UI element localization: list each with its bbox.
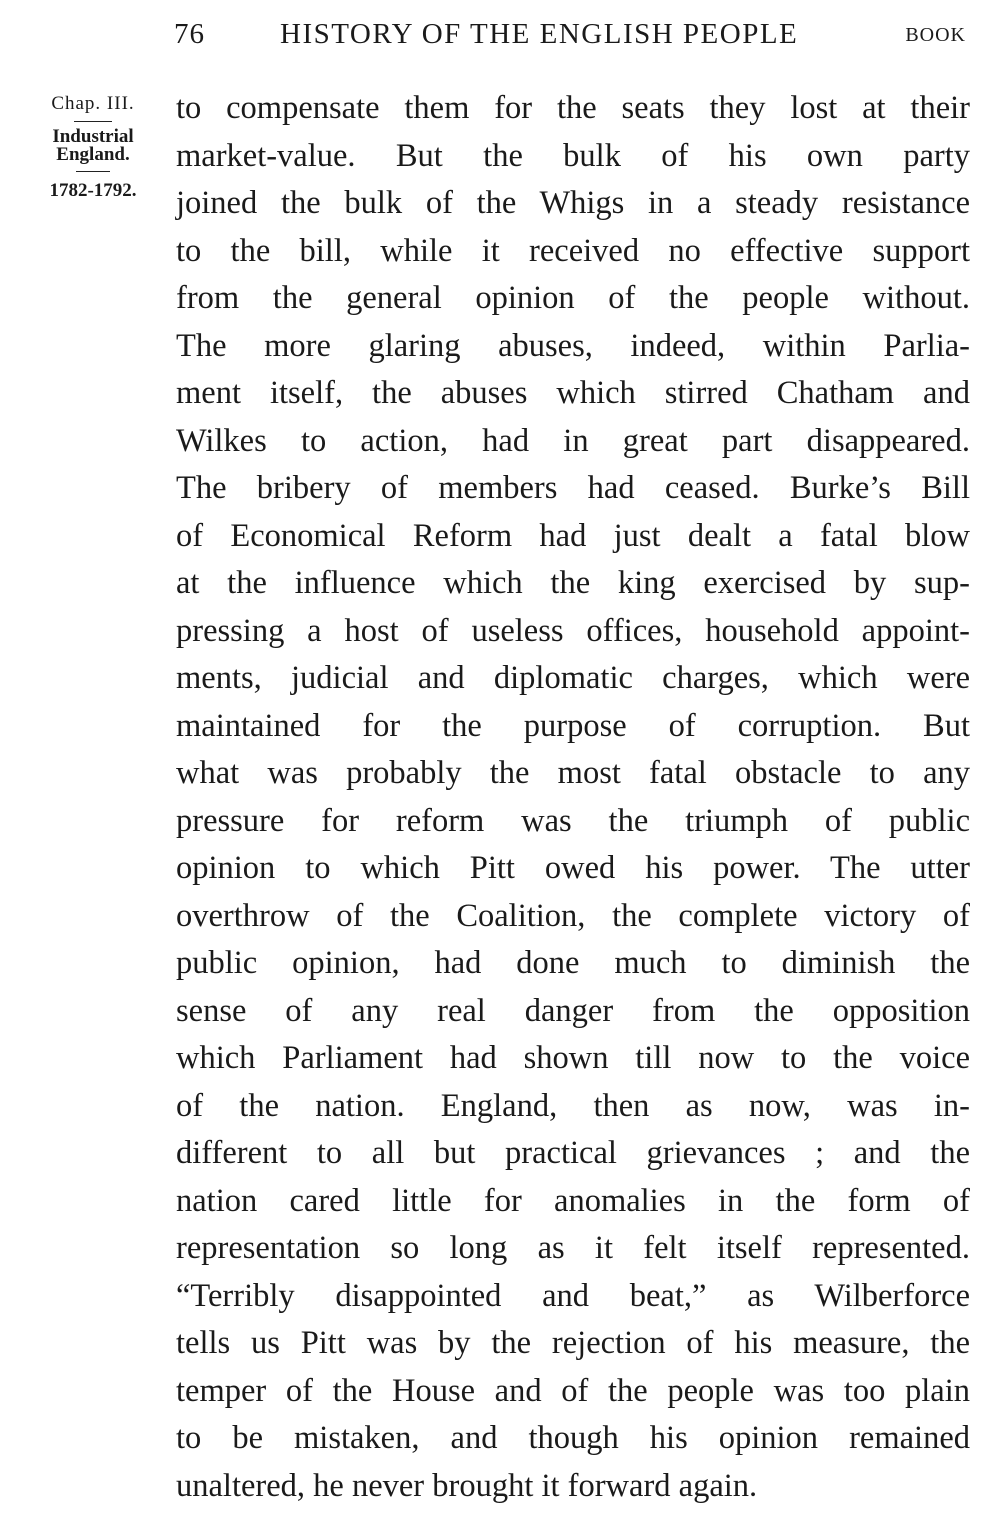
text-line: sense of any real danger from the opposition [176,992,970,1029]
text-line: temper of the House and of the people was too plain [176,1372,970,1409]
text-line: opinion to which Pitt owed his power. The utter [176,850,970,886]
text-line: to be mistaken, and though his opinion remained [176,1420,970,1456]
text-line: which Parliament had shown till now to the voice [176,1040,970,1076]
text-line: what was probably the most fatal obstacle to any [176,755,970,791]
text-line: at the influence which the king exercised by sup- [176,565,970,601]
text-line: different to all but practical grievances ; and the [176,1135,970,1171]
text-line: pressing a host of useless offices, household appoint- [176,612,970,649]
text-line: market-value. But the bulk of his own party [176,137,970,174]
margin-rule [74,121,112,122]
text-line: public opinion, had done much to diminish the [176,945,970,981]
text-line: to compensate them for the seats they lost at their [176,90,970,126]
text-line: maintained for the purpose of corruption. But [176,707,970,744]
text-line: “Terribly disappointed and beat,” as Wilberforce [176,1277,970,1314]
text-line: representation so long as it felt itself represented. [176,1230,970,1266]
text-line: overthrow of the Coalition, the complete victory of [176,897,970,934]
text-line: pressure for reform was the triumph of public [176,802,970,839]
running-title: HISTORY OF THE ENGLISH PEOPLE [280,18,799,50]
text-line: ments, judicial and diplomatic charges, which were [176,660,970,696]
text-line: nation cared little for anomalies in the form of [176,1182,970,1219]
page-number: 76 [174,18,205,50]
text-line: from the general opinion of the people without. [176,280,970,316]
text-line: of Economical Reform had just dealt a fatal blow [176,517,970,554]
text-line: The bribery of members had ceased. Burke’s Bill [176,470,970,506]
text-line: Wilkes to action, had in great part disappeared. [176,422,970,459]
book-label: BOOK [905,24,966,46]
text-line: to the bill, while it received no effective support [176,232,970,269]
text-line: The more glaring abuses, indeed, within Parlia- [176,327,970,364]
text-line: joined the bulk of the Whigs in a steady resistance [176,185,970,221]
running-header [174,14,970,54]
topic-line-1: Industrial [52,126,134,147]
margin-note [30,94,156,200]
text-line: ment itself, the abuses which stirred Chatham and [176,375,970,411]
date-range: 1782-1792. [49,180,137,201]
text-line: of the nation. England, then as now, was in- [176,1087,970,1124]
text-line: tells us Pitt was by the rejection of his measure, the [176,1325,970,1361]
body-text [176,85,970,1510]
text-line: unaltered, he never brought it forward again. [176,1467,758,1504]
topic-line-2: England. [56,144,130,165]
margin-rule [76,171,110,172]
chapter-label: Chap. III. [51,93,135,114]
